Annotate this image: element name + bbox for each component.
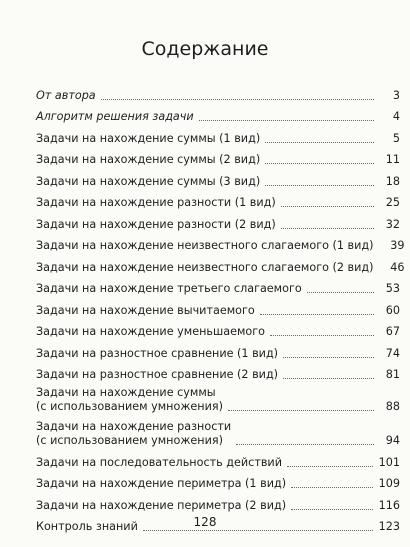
toc-entry-page: 53: [385, 282, 400, 295]
toc-entry: [36, 339, 400, 361]
toc-entry-page: 60: [385, 303, 400, 317]
toc-entry-label: Задачи на нахождение разности (2 вид): [36, 217, 276, 231]
toc-entry-label-line: Задачи на нахождение разности: [36, 420, 232, 433]
toc-entry: [36, 296, 400, 318]
dot-leader: [270, 335, 374, 336]
toc-entry: [36, 491, 400, 513]
toc-entry-label: Задачи на нахождение уменьшаемого: [36, 325, 265, 338]
toc-entry-page: 94: [385, 434, 400, 447]
table-of-contents: [36, 81, 405, 534]
dot-leader: [281, 228, 374, 229]
toc-entry: [36, 81, 400, 103]
toc-entry: [36, 167, 400, 189]
toc-entry-page: 116: [378, 498, 400, 512]
toc-entry-page: 88: [385, 400, 400, 413]
toc-entry-page: 32: [385, 217, 400, 231]
toc-entry: [36, 318, 400, 340]
toc-entry-label: Задачи на нахождение периметра (2 вид): [36, 498, 287, 512]
toc-entry-label: Задачи на разностное сравнение (2 вид): [36, 368, 279, 381]
toc-entry: [36, 382, 400, 414]
toc-entry-label: Задачи на разностное сравнение (1 вид): [36, 346, 279, 360]
dot-leader: [143, 530, 373, 531]
toc-entry: [36, 470, 400, 492]
toc-entry: [36, 210, 400, 232]
toc-entry-page: 109: [378, 477, 400, 490]
dot-leader: [283, 378, 374, 379]
toc-entry-label: [36, 420, 231, 448]
toc-entry-label: Задачи на нахождение третьего слагаемого: [36, 282, 302, 295]
toc-entry: [36, 448, 400, 470]
dot-leader: [265, 163, 374, 164]
toc-entry-page: 11: [385, 153, 400, 166]
toc-entry: [36, 416, 400, 448]
dot-leader: [291, 487, 373, 488]
dot-leader: [281, 206, 374, 207]
toc-entry-label: Задачи на нахождение суммы (1 вид): [36, 131, 261, 145]
dot-leader: [228, 410, 374, 411]
toc-entry-label: Задачи на нахождение неизвестного слагаемого (2 вид): [36, 260, 374, 274]
toc-entry-label-line: (с использованием умножения): [36, 400, 223, 413]
toc-entry: [36, 275, 400, 297]
toc-entry-page: 5: [392, 131, 400, 145]
dot-leader: [260, 314, 374, 315]
toc-entry: [36, 103, 400, 125]
dot-leader: [265, 142, 374, 143]
toc-entry-page: 74: [385, 346, 400, 360]
toc-entry-label-line: Задачи на нахождение суммы: [36, 386, 216, 399]
toc-entry-label: Контроль знаний: [36, 520, 138, 533]
dot-leader: [265, 185, 374, 186]
toc-entry-label-line: (с использованием умножения): [36, 434, 223, 447]
toc-entry: [36, 232, 405, 254]
toc-entry: [36, 146, 400, 168]
toc-entry-page: 81: [385, 368, 400, 381]
dot-leader: [101, 99, 374, 100]
dot-leader: [236, 444, 374, 445]
toc-entry-label: [36, 386, 223, 414]
toc-entry-label: Задачи на нахождение суммы (2 вид): [36, 153, 261, 166]
toc-entry-page: 101: [378, 455, 400, 469]
dot-leader: [287, 466, 373, 467]
toc-entry-label: Задачи на последовательность действий: [36, 455, 282, 469]
toc-entry-page: 3: [392, 88, 400, 102]
toc-entry-label: Задачи на нахождение разности (1 вид): [36, 196, 276, 209]
dot-leader: [291, 509, 373, 510]
dot-leader: [283, 357, 374, 358]
toc-entry: [36, 361, 400, 383]
toc-entry-label: Задачи на нахождение периметра (1 вид): [36, 477, 287, 490]
toc-entry: [36, 124, 400, 146]
toc-entry-label: Задачи на нахождение вычитаемого: [36, 303, 255, 317]
page-number: 128: [193, 515, 217, 529]
toc-entry-page: 4: [392, 110, 400, 123]
toc-entry: [36, 253, 405, 275]
toc-entry-page: 18: [385, 174, 400, 188]
toc-entry-page: 67: [385, 325, 400, 338]
dot-leader: [307, 292, 374, 293]
toc-entry: [36, 189, 400, 211]
toc-entry-page: 123: [378, 520, 400, 533]
toc-entry-label: Алгоритм решения задачи: [36, 110, 194, 123]
toc-entry-page: 46: [390, 260, 405, 274]
toc-entry-label: Задачи на нахождение неизвестного слагаемого (1 вид): [36, 239, 374, 252]
page-title: Содержание: [141, 38, 269, 60]
toc-entry-label: Задачи на нахождение суммы (3 вид): [36, 174, 261, 188]
toc-entry-page: 25: [385, 196, 400, 209]
toc-entry-label: От автора: [36, 88, 96, 102]
dot-leader: [199, 120, 374, 121]
toc-entry-page: 39: [390, 239, 405, 252]
